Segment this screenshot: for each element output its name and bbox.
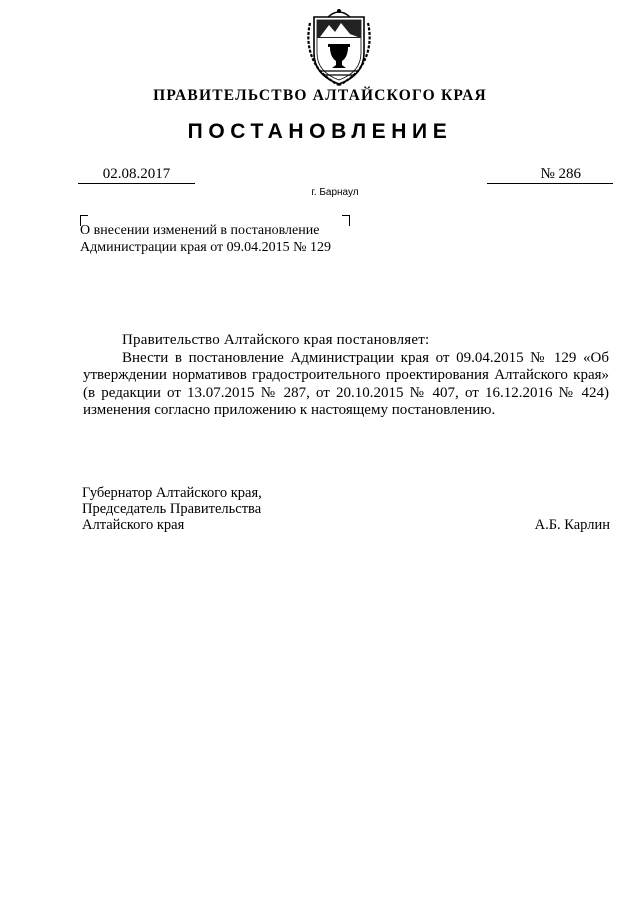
document-body <box>83 332 609 420</box>
organization-title: ПРАВИТЕЛЬСТВО АЛТАЙСКОГО КРАЯ <box>153 87 487 104</box>
subject-line-2: Администрации края от 09.04.2015 № 129 <box>80 240 332 255</box>
document-number: № 286 <box>540 166 581 182</box>
document-subject <box>80 222 370 256</box>
signer-title-line-2: Председатель Правительства <box>82 501 262 517</box>
document-number-field <box>487 165 613 184</box>
body-resolution: Внести в постановление Администрации края от 09.04.2015 № 129 «Об утверждении нормативов градостроительного проектирования Алтайского края» (в редакции от 13.07.2015 № 287, от 20.10.2015 № 407, от 16.12.2016 № 424) изменения согласно приложению к настоящему постановлению. <box>83 349 609 418</box>
subject-line-1: О внесении изменений в постановление <box>80 223 320 238</box>
signer-name: А.Б. Карлин <box>534 517 610 533</box>
body-preamble: Правительство Алтайского края постановляет: <box>122 332 430 348</box>
document-type-title: ПОСТАНОВЛЕНИЕ <box>187 120 453 143</box>
signer-title-line-1: Губернатор Алтайского края, <box>82 485 262 501</box>
document-city: г. Барнаул <box>311 187 359 198</box>
signer-title-line-3: Алтайского края <box>82 517 185 533</box>
document-date: 02.08.2017 <box>78 165 195 184</box>
altai-krai-coat-of-arms-icon <box>300 5 378 87</box>
signature-block <box>82 485 612 533</box>
